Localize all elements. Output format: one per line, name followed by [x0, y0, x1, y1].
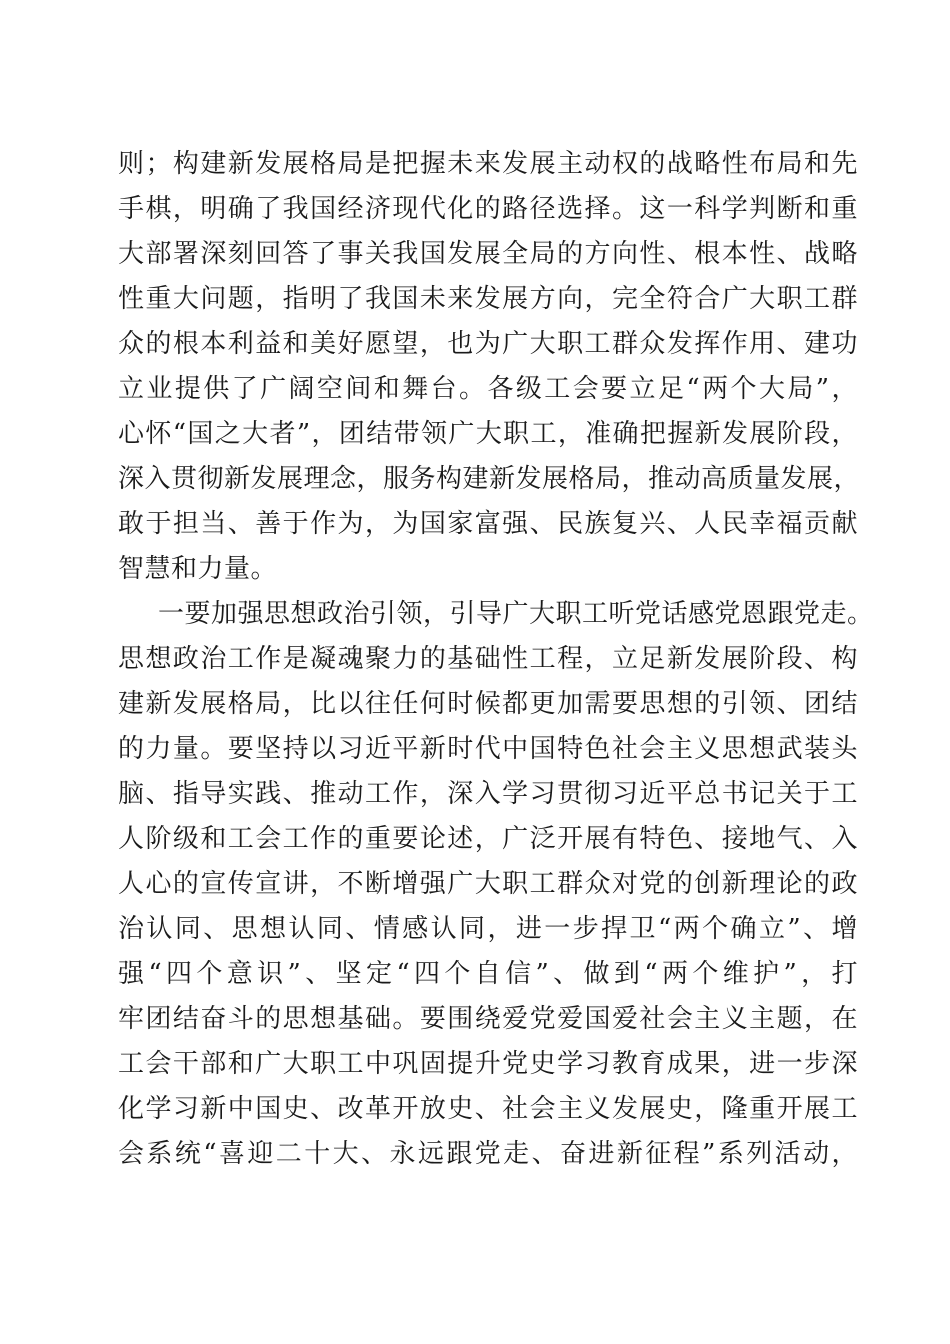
text-line: 心怀“国之大者”，团结带领广大职工，准确把握新发展阶段， [118, 419, 858, 449]
text-line: 人阶级和工会工作的重要论述，广泛开展有特色、接地气、入 [118, 824, 858, 854]
text-line: 牢团结奋斗的思想基础。要围绕爱党爱国爱社会主义主题，在 [118, 1004, 858, 1034]
text-line: 工会干部和广大职工中巩固提升党史学习教育成果，进一步深 [118, 1049, 858, 1079]
text-line: 治认同、思想认同、情感认同，进一步捍卫“两个确立”、增 [118, 914, 858, 944]
text-line: 性重大问题，指明了我国未来发展方向，完全符合广大职工群 [118, 284, 858, 314]
text-line: 大部署深刻回答了事关我国发展全局的方向性、根本性、战略 [118, 239, 858, 269]
text-line: 敢于担当、善于作为，为国家富强、民族复兴、人民幸福贡献 [118, 509, 858, 539]
text-line: 立业提供了广阔空间和舞台。各级工会要立足“两个大局”， [118, 374, 858, 404]
text-line: 智慧和力量。 [118, 554, 278, 584]
text-line: 众的根本利益和美好愿望，也为广大职工群众发挥作用、建功 [118, 329, 858, 359]
text-line: 强“四个意识”、坚定“四个自信”、做到“两个维护”，打 [118, 959, 858, 989]
text-line: 的力量。要坚持以习近平新时代中国特色社会主义思想武装头 [118, 734, 858, 764]
text-line: 手棋，明确了我国经济现代化的路径选择。这一科学判断和重 [118, 194, 858, 224]
text-line: 人心的宣传宣讲，不断增强广大职工群众对党的创新理论的政 [118, 869, 858, 899]
text-line: 一要加强思想政治引领，引导广大职工听党话感党恩跟党走。 [158, 599, 874, 629]
text-line: 深入贯彻新发展理念，服务构建新发展格局，推动高质量发展， [118, 464, 861, 494]
paragraph-1 [118, 142, 861, 592]
text-line: 则；构建新发展格局是把握未来发展主动权的战略性布局和先 [118, 149, 858, 179]
text-line: 建新发展格局，比以往任何时候都更加需要思想的引领、团结 [118, 689, 858, 719]
text-line: 化学习新中国史、改革开放史、社会主义发展史，隆重开展工 [118, 1094, 858, 1124]
body-text [118, 142, 874, 1177]
text-line: 脑、指导实践、推动工作，深入学习贯彻习近平总书记关于工 [118, 779, 858, 809]
paragraph-2 [118, 592, 874, 1177]
text-line: 会系统“喜迎二十大、永远跟党走、奋进新征程”系列活动， [118, 1139, 858, 1169]
text-line: 思想政治工作是凝魂聚力的基础性工程，立足新发展阶段、构 [118, 644, 858, 674]
